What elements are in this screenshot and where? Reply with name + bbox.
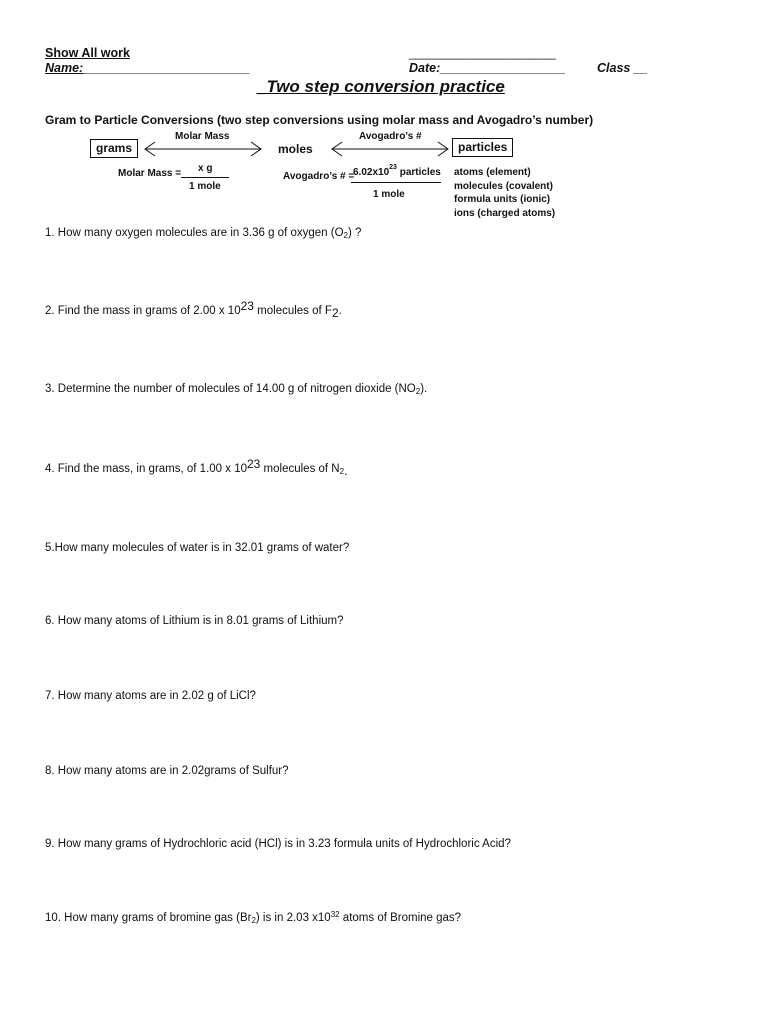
question-7: 7. How many atoms are in 2.02 g of LiCl?: [45, 690, 256, 702]
particle-type-item: ions (charged atoms): [454, 208, 556, 219]
molar-mass-numerator: x g: [198, 163, 213, 174]
show-all-work-label: Show All work: [45, 46, 130, 60]
avogadro-num-exp: 23: [389, 164, 397, 171]
double-arrow-icon: [143, 141, 263, 157]
avogadro-num-base: 6.02x10: [353, 167, 390, 178]
molar-mass-arrow-label: Molar Mass: [175, 131, 230, 142]
superscript: 23: [247, 457, 261, 471]
question-4: [45, 457, 348, 478]
grams-box: grams: [90, 139, 138, 158]
moles-label: moles: [278, 142, 313, 156]
question-4-text-end: .: [344, 464, 348, 478]
class-label: Class __: [597, 61, 648, 75]
name-line: [45, 61, 250, 75]
top-blank-line: ______________________: [409, 46, 556, 60]
avogadro-arrow-label: Avogadro’s #: [359, 131, 422, 142]
question-4-text: 4. Find the mass, in grams, of 1.00 x 10: [45, 463, 247, 475]
double-arrow-icon: [330, 141, 450, 157]
superscript: 32: [330, 910, 340, 919]
question-3: [45, 383, 427, 395]
question-8: 8. How many atoms are in 2.02grams of Sulfur?: [45, 765, 289, 777]
avogadro-num-unit: particles: [399, 167, 441, 178]
molar-mass-denominator: 1 mole: [189, 181, 221, 192]
question-1-text-end: ) ?: [347, 227, 362, 239]
avogadro-numerator: [353, 164, 441, 178]
avogadro-denominator: 1 mole: [373, 189, 405, 200]
question-10-text-mid: ) is in 2.03 x10: [255, 912, 331, 924]
question-10: [45, 912, 461, 924]
question-1: [45, 227, 361, 239]
name-label: Name:: [45, 61, 84, 75]
molar-mass-eq-label: Molar Mass =: [118, 168, 182, 179]
question-1-text: 1. How many oxygen molecules are in 3.36 g of oxygen (O: [45, 227, 344, 239]
fraction-bar: [181, 177, 229, 178]
question-2-text-mid: molecules of F: [253, 305, 332, 317]
question-2: [45, 299, 342, 320]
section-heading: Gram to Particle Conversions (two step conversions using molar mass and Avogadro’s number): [45, 113, 594, 127]
subscript: 2: [343, 231, 348, 240]
date-line: [409, 61, 565, 75]
subscript: 2: [251, 916, 256, 925]
question-4-text-mid: molecules of N: [260, 463, 340, 475]
question-5: 5.How many molecules of water is in 32.01 grams of water?: [45, 542, 350, 554]
particles-box: particles: [452, 138, 513, 157]
date-blank: __________________: [440, 61, 566, 75]
particle-type-item: molecules (covalent): [454, 181, 553, 192]
question-2-text: 2. Find the mass in grams of 2.00 x 10: [45, 305, 241, 317]
superscript: 23: [240, 299, 254, 313]
fraction-bar: [351, 182, 441, 183]
question-3-text-end: ).: [420, 383, 428, 395]
question-6: 6. How many atoms of Lithium is in 8.01 grams of Lithium?: [45, 615, 344, 627]
question-10-text-end: atoms of Bromine gas?: [339, 912, 462, 924]
date-label: Date:: [409, 61, 441, 75]
subscript: 2: [331, 306, 339, 320]
avogadro-eq-label: Avogadro’s # =: [283, 171, 355, 182]
page-title: _Two step conversion practice: [257, 77, 505, 96]
subscript: 2: [415, 387, 421, 396]
subscript: 2: [339, 467, 345, 476]
question-3-text: 3. Determine the number of molecules of 14.00 g of nitrogen dioxide (NO: [45, 383, 416, 395]
particle-type-item: formula units (ionic): [454, 194, 551, 205]
particle-type-item: atoms (element): [454, 167, 531, 178]
question-2-text-end: .: [338, 305, 342, 317]
question-10-text: 10. How many grams of bromine gas (Br: [45, 912, 252, 924]
name-blank: ________________________: [83, 61, 251, 75]
question-9: 9. How many grams of Hydrochloric acid (HCl) is in 3.23 formula units of Hydrochloric Acid?: [45, 838, 511, 850]
